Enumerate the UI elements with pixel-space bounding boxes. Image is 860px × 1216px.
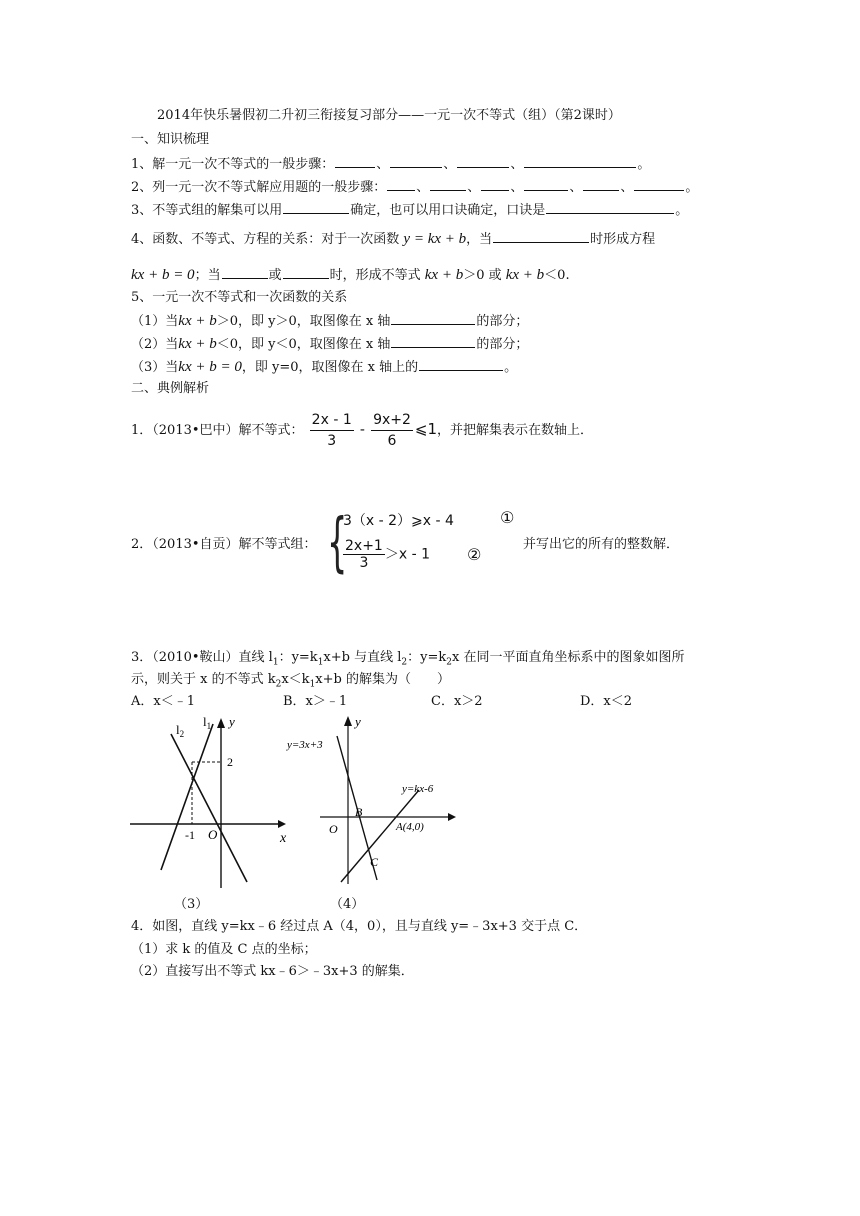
subscript: 2 [446, 657, 452, 668]
q2-sep: 、 [569, 180, 583, 195]
fraction [343, 538, 385, 571]
q2-end: 。 [685, 180, 699, 195]
example-4-stem: 4．如图，直线 y=kx﹣6 经过点 A（4，0），且与直线 y=﹣3x+3 交于点 C． [131, 919, 588, 934]
q3-text-a: 3、不等式组的解集可以用 [131, 203, 283, 218]
q2-sep: 、 [510, 180, 524, 195]
q4-text-d: ；当 [194, 268, 221, 283]
page-title: 2014年快乐暑假初二升初三衔接复习部分——一元一次不等式（组）（第2课时） [157, 108, 621, 123]
relation-leq-1: ⩽1 [414, 420, 438, 438]
graph-3-caption: （3） [174, 897, 209, 912]
q1-sep: 、 [443, 157, 457, 172]
q5-item-mid: ＞0，即 y＞0，取图像在 x 轴 [216, 314, 391, 329]
option-a[interactable]: A．x＜﹣1 [131, 694, 195, 709]
example-4-part-1: （1）求 k 的值及 C 点的坐标； [131, 942, 317, 957]
q4-text-e: 或 [268, 268, 282, 283]
fraction-numerator: 2x+1 [345, 538, 383, 554]
inequality-expr: kx + b [505, 267, 545, 283]
answer-blank[interactable] [283, 265, 329, 279]
ex3-text: 示，则关于 x 的不等式 k [131, 672, 276, 687]
subscript: 2 [401, 657, 408, 668]
answer-blank[interactable] [583, 177, 619, 191]
inequality-expr: kx + b [424, 267, 464, 283]
q3-text-b: 确定，也可以用口诀确定，口诀是 [350, 203, 546, 218]
answer-blank[interactable] [390, 154, 442, 168]
answer-blank[interactable] [524, 154, 636, 168]
example-3-line1 [131, 648, 684, 673]
x-axis-arrow [448, 813, 456, 821]
ex1-prefix: 1．（2013•巴中）解不等式： [131, 423, 304, 438]
label-line2: y=kx-6 [402, 783, 434, 795]
answer-blank[interactable] [391, 334, 475, 348]
circled-two: ② [467, 545, 482, 564]
answer-blank[interactable] [493, 229, 589, 243]
question-2 [131, 177, 698, 198]
minus-sign: - [359, 422, 365, 438]
q1-sep: 、 [376, 157, 390, 172]
example-4-part-2: （2）直接写出不等式 kx﹣6＞﹣3x+3 的解集． [131, 964, 414, 979]
q5-item-expr: kx + b = 0 [178, 359, 242, 375]
q5-item-post: 的部分； [476, 314, 529, 329]
q1-end: 。 [637, 157, 651, 172]
answer-blank[interactable] [546, 200, 674, 214]
ex3-text: 3．（2010•鞍山）直线 l [131, 650, 273, 665]
q4-text-g: ＞0 或 [463, 268, 502, 283]
equation-formula: kx + b = 0 [131, 267, 195, 283]
fraction-denominator: 3 [327, 433, 337, 449]
q1-sep: 、 [510, 157, 524, 172]
ex1-suffix: ，并把解集表示在数轴上． [437, 423, 594, 438]
q4-text-h: ＜0. [544, 268, 570, 283]
q2-text: 2、列一元一次不等式解应用题的一般步骤： [131, 180, 387, 195]
q2-sep: 、 [467, 180, 481, 195]
q4-text-c: 时形成方程 [590, 232, 656, 247]
answer-blank[interactable] [391, 311, 475, 325]
system-inequality-2 [343, 538, 430, 571]
q5-item-mid: ＜0，即 y＜0，取图像在 x 轴 [216, 337, 391, 352]
y-axis-arrow [344, 716, 352, 726]
ex3-text: x 在同一平面直角坐标系中的图象如图所 [451, 650, 685, 665]
fraction-2 [371, 410, 413, 451]
inequality-rest: ＞x - 1 [384, 546, 430, 563]
line-y-kx-minus-6 [341, 790, 419, 882]
circled-one: ① [500, 508, 515, 527]
inequality-system [327, 506, 515, 580]
label-a: A(4,0) [396, 821, 424, 833]
answer-blank[interactable] [222, 265, 268, 279]
q3-end: 。 [675, 203, 689, 218]
q5-item-pre: （3）当 [131, 360, 179, 375]
q5-item-pre: （2）当 [131, 337, 179, 352]
ex3-text: x+b 的解集为（ ） [315, 672, 450, 687]
question-5-item-3 [131, 357, 517, 378]
q5-item-post: 。 [504, 360, 518, 375]
question-4-line2 [131, 265, 570, 286]
answer-blank[interactable] [524, 177, 568, 191]
option-d[interactable]: D．x＜2 [580, 694, 633, 709]
q5-item-pre: （1）当 [131, 314, 179, 329]
answer-blank[interactable] [419, 357, 503, 371]
question-3 [131, 200, 688, 221]
question-5-title: 5、一元一次不等式和一次函数的关系 [131, 290, 348, 305]
answer-blank[interactable] [430, 177, 466, 191]
label-y: y [355, 714, 361, 729]
fraction-denominator: 6 [387, 433, 397, 449]
label-b: B [355, 805, 363, 819]
answer-blank[interactable] [634, 177, 684, 191]
label-neg1: -1 [185, 828, 195, 842]
answer-blank[interactable] [283, 200, 349, 214]
q2-sep: 、 [416, 180, 430, 195]
fraction-denominator: 3 [359, 555, 369, 571]
brace-symbol: { [327, 506, 348, 580]
question-4-line1 [131, 229, 655, 250]
graph-4-caption: （4） [330, 897, 365, 912]
question-5-item-1 [131, 311, 528, 332]
subscript: 1 [309, 679, 316, 690]
label-two: 2 [227, 755, 233, 769]
line-l1 [161, 724, 213, 870]
system-inequality-1: 3（x - 2）⩾x - 4 [343, 513, 454, 529]
linear-function-formula: y = kx + b [403, 231, 467, 247]
q5-item-mid: ，即 y=0，取图像在 x 轴上的 [241, 360, 419, 375]
fraction-1 [310, 410, 354, 451]
q5-item-expr: kx + b [178, 336, 217, 352]
example-1 [131, 410, 593, 451]
q2-sep: 、 [620, 180, 634, 195]
ex3-text: x+b 与直线 l [323, 650, 402, 665]
section-knowledge-heading: 一、知识梳理 [131, 132, 210, 147]
ex3-text: ：y=k [407, 650, 447, 665]
graph-3 [128, 712, 298, 890]
example-3-line2 [131, 670, 450, 695]
fraction-numerator: 9x+2 [371, 410, 413, 431]
fraction-numerator: 2x - 1 [310, 410, 354, 431]
subscript: 2 [275, 679, 282, 690]
label-x: x [280, 831, 287, 846]
answer-blank[interactable] [335, 154, 375, 168]
subscript: 1 [317, 657, 324, 668]
answer-blank[interactable] [481, 177, 509, 191]
graph-4 [285, 712, 460, 888]
option-b[interactable]: B．x＞﹣1 [283, 694, 348, 709]
q4-text-f: 时，形成不等式 [329, 268, 421, 283]
label-c: C [370, 855, 379, 869]
q5-item-post: 的部分； [476, 337, 529, 352]
label-y: y [229, 714, 235, 729]
subscript: 1 [272, 657, 279, 668]
question-5-item-2 [131, 334, 528, 355]
q1-text: 1、解一元一次不等式的一般步骤： [131, 157, 335, 172]
y-axis-arrow [217, 718, 225, 728]
ex3-text: ：y=k [278, 650, 318, 665]
answer-blank[interactable] [457, 154, 509, 168]
label-origin: O [329, 822, 338, 836]
question-1 [131, 154, 650, 175]
q4-text-a: 4、函数、不等式、方程的关系：对于一次函数 [131, 232, 400, 247]
label-l2: $l_2$ [176, 722, 185, 739]
example-2-suffix: 并写出它的所有的整数解． [523, 537, 680, 552]
option-c[interactable]: C．x＞2 [431, 694, 483, 709]
example-2-prefix: 2．（2013•自贡）解不等式组： [131, 537, 317, 552]
q5-item-expr: kx + b [178, 313, 217, 329]
answer-blank[interactable] [387, 177, 415, 191]
label-l1: $l_1$ [203, 714, 212, 731]
q4-text-b: ，当 [466, 232, 493, 247]
label-origin: O [208, 827, 218, 842]
ex3-text: x＜k [281, 672, 310, 687]
label-line1: y=3x+3 [287, 739, 323, 751]
section-examples-heading: 二、典例解析 [131, 381, 210, 396]
